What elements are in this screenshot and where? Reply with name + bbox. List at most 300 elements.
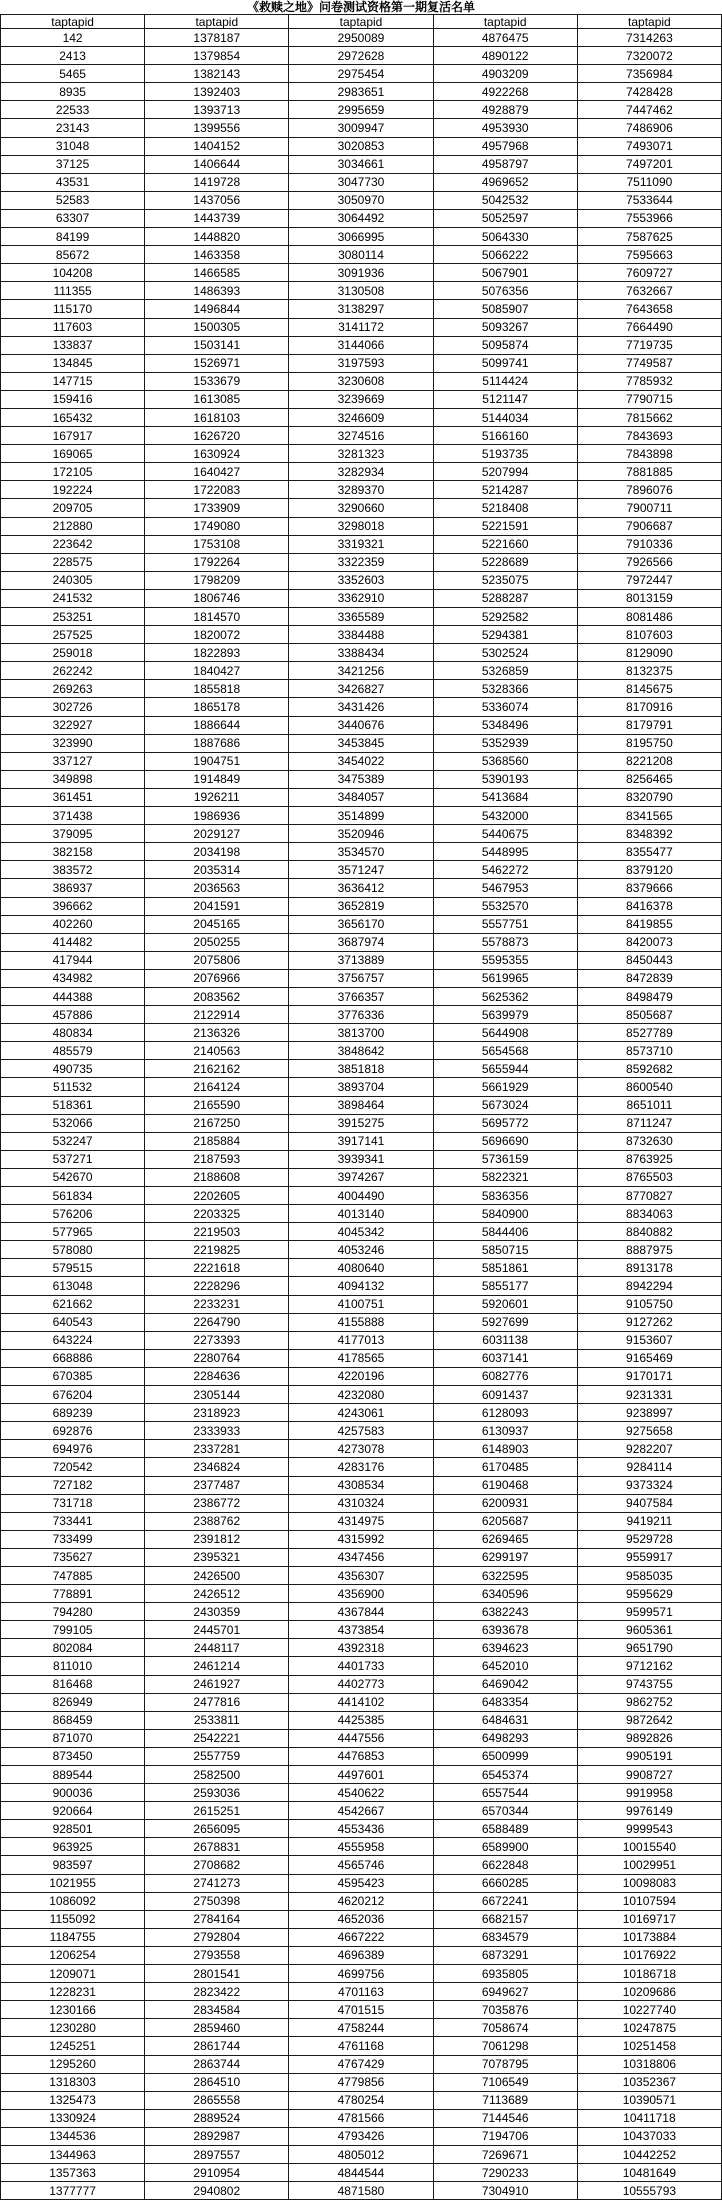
taptapid-cell: 4701163	[289, 1983, 433, 2001]
taptapid-cell: 733441	[1, 1513, 145, 1531]
taptapid-cell: 4347456	[289, 1549, 433, 1567]
taptapid-cell: 371438	[1, 807, 145, 825]
taptapid-cell: 7843898	[578, 445, 722, 463]
taptapid-cell: 1399556	[145, 119, 289, 137]
taptapid-cell: 2533811	[145, 1712, 289, 1730]
taptapid-cell: 10437033	[578, 2128, 722, 2146]
taptapid-cell: 417944	[1, 952, 145, 970]
taptapid-cell: 4781566	[289, 2110, 433, 2128]
taptapid-cell: 3141172	[289, 319, 433, 337]
taptapid-cell: 9407584	[578, 1495, 722, 1513]
taptapid-cell: 3426827	[289, 680, 433, 698]
taptapid-cell: 537271	[1, 1151, 145, 1169]
taptapid-cell: 7719735	[578, 337, 722, 355]
taptapid-cell: 7587625	[578, 228, 722, 246]
taptapid-cell: 6545374	[434, 1766, 578, 1784]
taptapid-cell: 3080114	[289, 246, 433, 264]
taptapid-cell: 2034198	[145, 843, 289, 861]
taptapid-cell: 1377777	[1, 2182, 145, 2200]
taptapid-cell: 4045342	[289, 1223, 433, 1241]
taptapid-cell: 3230608	[289, 373, 433, 391]
taptapid-cell: 4373854	[289, 1621, 433, 1639]
taptapid-cell: 2910954	[145, 2164, 289, 2182]
taptapid-cell: 4761168	[289, 2037, 433, 2055]
taptapid-cell: 2950089	[289, 29, 433, 47]
taptapid-cell: 5822321	[434, 1169, 578, 1187]
taptapid-cell: 2305144	[145, 1386, 289, 1404]
taptapid-cell: 5326859	[434, 662, 578, 680]
column-header: taptapid	[145, 15, 289, 29]
taptapid-cell: 2792804	[145, 1929, 289, 1947]
taptapid-cell: 302726	[1, 698, 145, 716]
taptapid-cell: 868459	[1, 1712, 145, 1730]
taptapid-cell: 5619965	[434, 970, 578, 988]
taptapid-cell: 434982	[1, 970, 145, 988]
taptapid-cell: 2940802	[145, 2182, 289, 2200]
taptapid-cell: 811010	[1, 1657, 145, 1675]
taptapid-cell: 1184755	[1, 1929, 145, 1947]
taptapid-cell: 253251	[1, 608, 145, 626]
taptapid-cell: 9127262	[578, 1314, 722, 1332]
taptapid-cell: 4844544	[289, 2164, 433, 2182]
taptapid-cell: 269263	[1, 680, 145, 698]
taptapid-cell: 1466585	[145, 264, 289, 282]
taptapid-cell: 5093267	[434, 319, 578, 337]
taptapid-cell: 8711247	[578, 1115, 722, 1133]
taptapid-cell: 7790715	[578, 391, 722, 409]
taptapid-cell: 4177013	[289, 1332, 433, 1350]
taptapid-cell: 63307	[1, 210, 145, 228]
taptapid-cell: 6091437	[434, 1386, 578, 1404]
taptapid-cell: 8498479	[578, 988, 722, 1006]
taptapid-cell: 3939341	[289, 1151, 433, 1169]
taptapid-cell: 1840427	[145, 662, 289, 680]
taptapid-cell: 10390571	[578, 2092, 722, 2110]
taptapid-cell: 799105	[1, 1621, 145, 1639]
taptapid-cell: 4553436	[289, 1820, 433, 1838]
taptapid-cell: 7106549	[434, 2074, 578, 2092]
taptapid-cell: 5114424	[434, 373, 578, 391]
taptapid-cell: 1533679	[145, 373, 289, 391]
taptapid-cell: 4701515	[289, 2001, 433, 2019]
taptapid-cell: 694976	[1, 1440, 145, 1458]
taptapid-cell: 9999543	[578, 1820, 722, 1838]
taptapid-cell: 4315992	[289, 1531, 433, 1549]
taptapid-cell: 6452010	[434, 1657, 578, 1675]
taptapid-cell: 5578873	[434, 934, 578, 952]
taptapid-cell: 4620212	[289, 1893, 433, 1911]
taptapid-cell: 3652819	[289, 898, 433, 916]
taptapid-cell: 262242	[1, 662, 145, 680]
taptapid-cell: 2784164	[145, 1911, 289, 1929]
taptapid-cell: 1209071	[1, 1965, 145, 1983]
taptapid-cell: 3289370	[289, 481, 433, 499]
taptapid-cell: 1886644	[145, 717, 289, 735]
taptapid-cell: 5557751	[434, 916, 578, 934]
taptapid-cell: 3050970	[289, 192, 433, 210]
taptapid-cell: 228575	[1, 554, 145, 572]
taptapid-cell: 747885	[1, 1567, 145, 1585]
taptapid-cell: 2188608	[145, 1169, 289, 1187]
taptapid-cell: 5390193	[434, 771, 578, 789]
taptapid-cell: 4308534	[289, 1477, 433, 1495]
taptapid-cell: 10481649	[578, 2164, 722, 2182]
taptapid-cell: 3144066	[289, 337, 433, 355]
taptapid-cell: 10352367	[578, 2074, 722, 2092]
taptapid-cell: 2708682	[145, 1856, 289, 1874]
taptapid-cell: 1404152	[145, 138, 289, 156]
taptapid-cell: 10251458	[578, 2037, 722, 2055]
taptapid-cell: 10015540	[578, 1838, 722, 1856]
taptapid-cell: 1798209	[145, 572, 289, 590]
taptapid-cell: 542670	[1, 1169, 145, 1187]
taptapid-cell: 4542667	[289, 1802, 433, 1820]
taptapid-cell: 5440675	[434, 825, 578, 843]
taptapid-cell: 8355477	[578, 843, 722, 861]
taptapid-cell: 5673024	[434, 1097, 578, 1115]
taptapid-cell: 920664	[1, 1802, 145, 1820]
taptapid-cell: 8081486	[578, 608, 722, 626]
taptapid-cell: 4957968	[434, 138, 578, 156]
taptapid-cell: 873450	[1, 1748, 145, 1766]
taptapid-cell: 386937	[1, 879, 145, 897]
taptapid-cell: 8379666	[578, 879, 722, 897]
taptapid-cell: 10107594	[578, 1893, 722, 1911]
taptapid-cell: 2395321	[145, 1549, 289, 1567]
taptapid-cell: 2983651	[289, 83, 433, 101]
taptapid-cell: 10411718	[578, 2110, 722, 2128]
taptapid-cell: 7058674	[434, 2019, 578, 2037]
column-header: taptapid	[434, 15, 578, 29]
taptapid-cell: 4699756	[289, 1965, 433, 1983]
taptapid-cell: 2035314	[145, 861, 289, 879]
taptapid-cell: 8013159	[578, 590, 722, 608]
taptapid-cell: 349898	[1, 771, 145, 789]
taptapid-cell: 5328366	[434, 680, 578, 698]
taptapid-cell: 1021955	[1, 1875, 145, 1893]
taptapid-cell: 9605361	[578, 1621, 722, 1639]
taptapid-cell: 963925	[1, 1838, 145, 1856]
taptapid-cell: 4178565	[289, 1350, 433, 1368]
taptapid-cell: 4540622	[289, 1784, 433, 1802]
taptapid-cell: 643224	[1, 1332, 145, 1350]
taptapid-cell: 6660285	[434, 1875, 578, 1893]
taptapid-cell: 720542	[1, 1458, 145, 1476]
taptapid-cell: 8913178	[578, 1259, 722, 1277]
taptapid-cell: 1330924	[1, 2110, 145, 2128]
taptapid-cell: 3064492	[289, 210, 433, 228]
taptapid-cell: 3091936	[289, 264, 433, 282]
taptapid-cell: 6498293	[434, 1730, 578, 1748]
taptapid-cell: 3047730	[289, 174, 433, 192]
taptapid-cell: 4314975	[289, 1513, 433, 1531]
taptapid-cell: 2136326	[145, 1024, 289, 1042]
taptapid-cell: 9919958	[578, 1784, 722, 1802]
taptapid-cell: 2337281	[145, 1440, 289, 1458]
taptapid-cell: 4401733	[289, 1657, 433, 1675]
taptapid-cell: 3484057	[289, 789, 433, 807]
taptapid-cell: 2187593	[145, 1151, 289, 1169]
taptapid-cell: 2864510	[145, 2074, 289, 2092]
taptapid-cell: 5844406	[434, 1223, 578, 1241]
taptapid-cell: 4283176	[289, 1458, 433, 1476]
taptapid-cell: 6834579	[434, 1929, 578, 1947]
taptapid-cell: 1419728	[145, 174, 289, 192]
taptapid-cell: 5840900	[434, 1205, 578, 1223]
taptapid-cell: 5696690	[434, 1133, 578, 1151]
taptapid-cell: 7497201	[578, 156, 722, 174]
taptapid-cell: 3138297	[289, 300, 433, 318]
taptapid-cell: 532066	[1, 1115, 145, 1133]
taptapid-cell: 5855177	[434, 1277, 578, 1295]
taptapid-cell: 8651011	[578, 1097, 722, 1115]
taptapid-cell: 7643658	[578, 300, 722, 318]
taptapid-cell: 2834584	[145, 2001, 289, 2019]
taptapid-cell: 1344963	[1, 2146, 145, 2164]
column-header: taptapid	[578, 15, 722, 29]
taptapid-cell: 4257583	[289, 1422, 433, 1440]
taptapid-cell: 6393678	[434, 1621, 578, 1639]
taptapid-cell: 1357363	[1, 2164, 145, 2182]
taptapid-cell: 1630924	[145, 445, 289, 463]
taptapid-cell: 2167250	[145, 1115, 289, 1133]
taptapid-cell: 1914849	[145, 771, 289, 789]
taptapid-cell: 3066995	[289, 228, 433, 246]
taptapid-cell: 2793558	[145, 1947, 289, 1965]
taptapid-cell: 1626720	[145, 427, 289, 445]
taptapid-cell: 2741273	[145, 1875, 289, 1893]
taptapid-cell: 4232080	[289, 1386, 433, 1404]
taptapid-cell: 9908727	[578, 1766, 722, 1784]
taptapid-cell: 2557759	[145, 1748, 289, 1766]
taptapid-cell: 2426512	[145, 1585, 289, 1603]
taptapid-cell: 3421256	[289, 662, 433, 680]
taptapid-cell: 6200931	[434, 1495, 578, 1513]
taptapid-cell: 1855818	[145, 680, 289, 698]
taptapid-cell: 2273393	[145, 1332, 289, 1350]
taptapid-cell: 5348496	[434, 717, 578, 735]
taptapid-cell: 3130508	[289, 282, 433, 300]
taptapid-cell: 3475389	[289, 771, 433, 789]
taptapid-cell: 1722083	[145, 481, 289, 499]
taptapid-cell: 532247	[1, 1133, 145, 1151]
taptapid-cell: 9976149	[578, 1802, 722, 1820]
taptapid-cell: 6340596	[434, 1585, 578, 1603]
taptapid-cell: 1155092	[1, 1911, 145, 1929]
taptapid-cell: 8472839	[578, 970, 722, 988]
taptapid-cell: 3020853	[289, 138, 433, 156]
taptapid-cell: 8942294	[578, 1277, 722, 1295]
taptapid-cell: 396662	[1, 898, 145, 916]
taptapid-cell: 5067901	[434, 264, 578, 282]
taptapid-cell: 3365589	[289, 608, 433, 626]
taptapid-cell: 6588489	[434, 1820, 578, 1838]
taptapid-cell: 1393713	[145, 101, 289, 119]
taptapid-cell: 9892826	[578, 1730, 722, 1748]
taptapid-cell: 9595629	[578, 1585, 722, 1603]
taptapid-cell: 5228689	[434, 554, 578, 572]
taptapid-cell: 3514899	[289, 807, 433, 825]
taptapid-cell: 692876	[1, 1422, 145, 1440]
taptapid-cell: 7553966	[578, 210, 722, 228]
taptapid-cell: 8834063	[578, 1205, 722, 1223]
taptapid-cell: 4758244	[289, 2019, 433, 2037]
taptapid-cell: 578080	[1, 1241, 145, 1259]
taptapid-cell: 7843693	[578, 427, 722, 445]
taptapid-cell: 6873291	[434, 1947, 578, 1965]
taptapid-cell: 1640427	[145, 463, 289, 481]
taptapid-cell: 4595423	[289, 1875, 433, 1893]
taptapid-cell: 9529728	[578, 1531, 722, 1549]
taptapid-cell: 23143	[1, 119, 145, 137]
taptapid-cell: 4497601	[289, 1766, 433, 1784]
taptapid-cell: 7144546	[434, 2110, 578, 2128]
taptapid-cell: 5413684	[434, 789, 578, 807]
taptapid-cell: 1206254	[1, 1947, 145, 1965]
taptapid-cell: 241532	[1, 590, 145, 608]
taptapid-cell: 5625362	[434, 988, 578, 1006]
taptapid-cell: 4013140	[289, 1205, 433, 1223]
taptapid-cell: 1379854	[145, 47, 289, 65]
taptapid-cell: 7972447	[578, 572, 722, 590]
taptapid-cell: 6483354	[434, 1694, 578, 1712]
taptapid-cell: 889544	[1, 1766, 145, 1784]
taptapid-cell: 4958797	[434, 156, 578, 174]
taptapid-cell: 7533644	[578, 192, 722, 210]
taptapid-cell: 676204	[1, 1386, 145, 1404]
taptapid-cell: 6682157	[434, 1911, 578, 1929]
taptapid-cell: 257525	[1, 626, 145, 644]
taptapid-cell: 223642	[1, 536, 145, 554]
taptapid-cell: 2542221	[145, 1730, 289, 1748]
taptapid-cell: 5144034	[434, 409, 578, 427]
taptapid-cell: 778891	[1, 1585, 145, 1603]
taptapid-cell: 8450443	[578, 952, 722, 970]
taptapid-cell: 5235075	[434, 572, 578, 590]
taptapid-cell: 1806746	[145, 590, 289, 608]
taptapid-cell: 10098083	[578, 1875, 722, 1893]
taptapid-cell: 2219503	[145, 1223, 289, 1241]
taptapid-cell: 5336074	[434, 698, 578, 716]
taptapid-cell: 147715	[1, 373, 145, 391]
taptapid-cell: 7486906	[578, 119, 722, 137]
taptapid-cell: 9585035	[578, 1567, 722, 1585]
taptapid-cell: 621662	[1, 1296, 145, 1314]
taptapid-cell: 4220196	[289, 1368, 433, 1386]
taptapid-cell: 689239	[1, 1404, 145, 1422]
sheet-title: 《救赎之地》问卷测试资格第一期复活名单	[246, 0, 475, 14]
taptapid-cell: 2386772	[145, 1495, 289, 1513]
taptapid-cell: 4243061	[289, 1404, 433, 1422]
taptapid-cell: 3322359	[289, 554, 433, 572]
taptapid-cell: 6935805	[434, 1965, 578, 1983]
taptapid-cell: 5851861	[434, 1259, 578, 1277]
taptapid-cell: 1437056	[145, 192, 289, 210]
taptapid-cell: 6322595	[434, 1567, 578, 1585]
taptapid-cell: 6469042	[434, 1676, 578, 1694]
taptapid-cell: 2333933	[145, 1422, 289, 1440]
taptapid-cell: 577965	[1, 1223, 145, 1241]
taptapid-cell: 731718	[1, 1495, 145, 1513]
taptapid-cell: 6031138	[434, 1332, 578, 1350]
taptapid-cell: 1344536	[1, 2128, 145, 2146]
taptapid-cell: 518361	[1, 1097, 145, 1115]
taptapid-cell: 4793426	[289, 2128, 433, 2146]
taptapid-cell: 240305	[1, 572, 145, 590]
taptapid-cell: 6570344	[434, 1802, 578, 1820]
taptapid-cell: 1325473	[1, 2092, 145, 2110]
taptapid-cell: 8145675	[578, 680, 722, 698]
taptapid-cell: 5099741	[434, 355, 578, 373]
taptapid-cell: 1822893	[145, 644, 289, 662]
taptapid-cell: 4356900	[289, 1585, 433, 1603]
taptapid-cell: 8379120	[578, 861, 722, 879]
taptapid-cell: 2165590	[145, 1097, 289, 1115]
taptapid-cell: 10186718	[578, 1965, 722, 1983]
taptapid-cell: 802084	[1, 1639, 145, 1657]
taptapid-cell: 2162162	[145, 1060, 289, 1078]
taptapid-cell: 1228231	[1, 1983, 145, 2001]
taptapid-cell: 85672	[1, 246, 145, 264]
taptapid-cell: 5302524	[434, 644, 578, 662]
taptapid-cell: 8132375	[578, 662, 722, 680]
taptapid-cell: 8320790	[578, 789, 722, 807]
taptapid-cell: 8505687	[578, 1006, 722, 1024]
taptapid-cell: 5432000	[434, 807, 578, 825]
taptapid-cell: 1904751	[145, 753, 289, 771]
taptapid-cell: 5532570	[434, 898, 578, 916]
taptapid-cell: 4767429	[289, 2056, 433, 2074]
taptapid-cell: 1406644	[145, 156, 289, 174]
column-header: taptapid	[1, 15, 145, 29]
taptapid-cell: 192224	[1, 481, 145, 499]
taptapid-cell: 22533	[1, 101, 145, 119]
taptapid-cell: 2461927	[145, 1676, 289, 1694]
taptapid-cell: 4004490	[289, 1187, 433, 1205]
taptapid-cell: 117603	[1, 319, 145, 337]
taptapid-cell: 2122914	[145, 1006, 289, 1024]
taptapid-cell: 9862752	[578, 1694, 722, 1712]
taptapid-cell: 3687974	[289, 934, 433, 952]
taptapid-cell: 1733909	[145, 499, 289, 517]
taptapid-cell: 2029127	[145, 825, 289, 843]
taptapid-cell: 670385	[1, 1368, 145, 1386]
taptapid-cell: 1613085	[145, 391, 289, 409]
taptapid-cell: 6672241	[434, 1893, 578, 1911]
taptapid-cell: 31048	[1, 138, 145, 156]
taptapid-cell: 1230280	[1, 2019, 145, 2037]
column-header: taptapid	[289, 15, 433, 29]
taptapid-cell: 480834	[1, 1024, 145, 1042]
taptapid-cell: 4779856	[289, 2074, 433, 2092]
taptapid-cell: 7290233	[434, 2164, 578, 2182]
taptapid-cell: 7910336	[578, 536, 722, 554]
taptapid-cell: 2477816	[145, 1694, 289, 1712]
taptapid-cell: 8416378	[578, 898, 722, 916]
taptapid-cell: 382158	[1, 843, 145, 861]
taptapid-cell: 3009947	[289, 119, 433, 137]
taptapid-cell: 8527789	[578, 1024, 722, 1042]
taptapid-cell: 165432	[1, 409, 145, 427]
taptapid-cell: 104208	[1, 264, 145, 282]
taptapid-cell: 10176922	[578, 1947, 722, 1965]
taptapid-cell: 5448995	[434, 843, 578, 861]
taptapid-cell: 7595663	[578, 246, 722, 264]
taptapid-cell: 4392318	[289, 1639, 433, 1657]
taptapid-cell: 9282207	[578, 1440, 722, 1458]
taptapid-cell: 3281323	[289, 445, 433, 463]
taptapid-cell: 115170	[1, 300, 145, 318]
